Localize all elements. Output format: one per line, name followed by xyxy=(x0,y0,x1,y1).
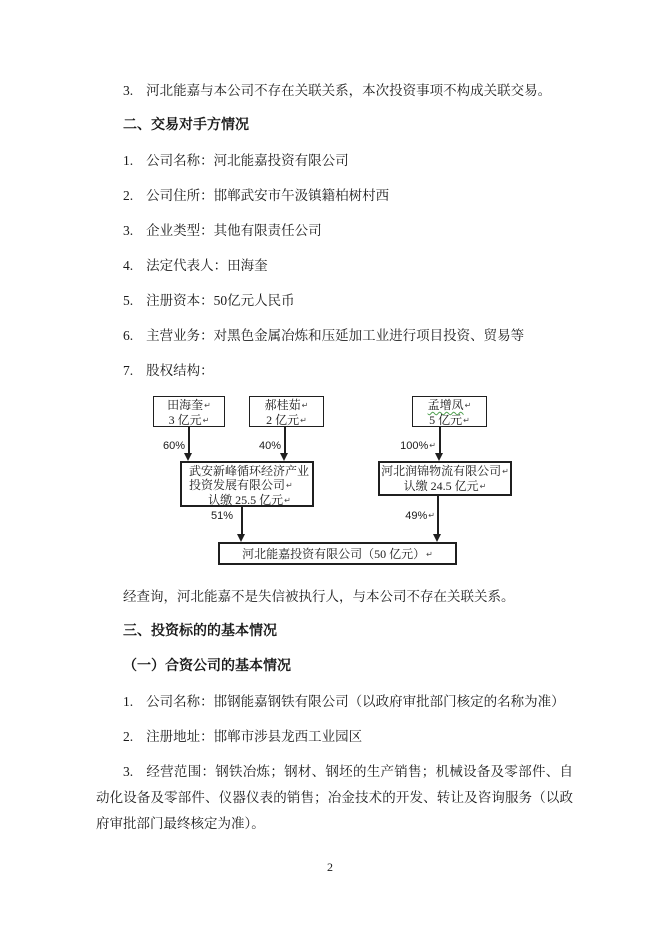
capital-amount: 2 亿元 xyxy=(266,413,300,427)
subscribed-capital: 认缴 24.5 亿元 xyxy=(403,479,479,493)
ownership-percent-label: 40% xyxy=(258,440,281,452)
list-item xyxy=(96,218,573,244)
box-text-line xyxy=(220,546,455,563)
line-break-mark: ↵ xyxy=(502,467,509,476)
box-text-line xyxy=(154,413,224,428)
line-break-mark: ↵ xyxy=(286,481,293,490)
box-text-line xyxy=(413,413,486,428)
list-item xyxy=(96,148,573,174)
line-break-mark: ↵ xyxy=(464,401,472,410)
subscribed-capital: 认缴 25.5 亿元 xyxy=(208,493,284,507)
company-name: 河北润锦物流有限公司 xyxy=(381,464,502,478)
arrowhead-down-icon xyxy=(435,453,443,461)
company-name: 武安新峰循环经济产业 xyxy=(189,464,310,478)
connector-line xyxy=(284,427,286,454)
item-text: 经营范围：钢铁冶炼；钢材、钢坯的生产销售；机械设备及零部件、自动化设备及零部件、仪器仪表的销售；冶金技术的开发、转让及咨询服务（以政府审批部门最终核定为准）。 xyxy=(96,764,573,831)
paragraph-related-party xyxy=(96,78,573,104)
line-break-mark: ↵ xyxy=(300,416,307,425)
company-box-hebei-runjin xyxy=(378,461,512,496)
item-text: 公司名称：邯钢能嘉钢铁有限公司（以政府审批部门核定的名称为准） xyxy=(146,694,565,709)
item-number: 7. xyxy=(123,363,134,378)
item-number: 2. xyxy=(123,188,134,203)
shareholder-name: 孟增凤 xyxy=(427,398,464,412)
item-number: 1. xyxy=(123,153,134,168)
list-item xyxy=(96,689,573,715)
box-text-line xyxy=(189,478,310,493)
line-break-mark: ↵ xyxy=(204,401,211,410)
ownership-percent-label: 51% xyxy=(210,510,233,522)
item-number: 1. xyxy=(123,694,134,709)
arrowhead-down-icon xyxy=(433,534,441,542)
box-text-line xyxy=(380,479,510,494)
item-text: 河北能嘉与本公司不存在关联关系，本次投资事项不构成关联交易。 xyxy=(146,83,552,98)
section2-heading: 二、交易对手方情况 xyxy=(123,118,249,133)
item-number: 3. xyxy=(123,223,134,238)
ownership-percent-label: 60% xyxy=(162,440,185,452)
arrowhead-down-icon xyxy=(184,453,192,461)
box-text-line xyxy=(250,398,323,413)
line-break-mark: ↵ xyxy=(479,482,487,491)
shareholder-name: 郝桂茹 xyxy=(264,398,301,412)
list-item xyxy=(96,358,573,384)
list-item xyxy=(96,288,573,314)
shareholder-name: 田海奎 xyxy=(167,398,204,412)
capital-amount: 5 亿元 xyxy=(429,413,463,427)
section3-heading: 三、投资标的的基本情况 xyxy=(123,624,277,639)
arrowhead-down-icon xyxy=(280,453,288,461)
connector-line xyxy=(439,427,441,454)
box-text-line xyxy=(154,398,224,413)
item-text: 企业类型：其他有限责任公司 xyxy=(146,223,322,238)
line-break-mark: ↵ xyxy=(426,550,433,559)
paragraph-text: 经查询，河北能嘉不是失信被执行人，与本公司不存在关联关系。 xyxy=(123,589,515,604)
item-number: 2. xyxy=(123,729,134,744)
line-break-mark: ↵ xyxy=(284,496,291,505)
item-number: 5. xyxy=(123,293,134,308)
shareholder-box-mengzengfeng xyxy=(412,396,487,427)
list-item xyxy=(96,253,573,279)
item-text: 股权结构： xyxy=(146,363,214,378)
item-text: 公司名称：河北能嘉投资有限公司 xyxy=(146,153,349,168)
item-text: 法定代表人：田海奎 xyxy=(146,258,268,273)
company-name: 投资发展有限公司 xyxy=(189,478,286,492)
item-text: 公司住所：邯郸武安市午汲镇籍柏树村西 xyxy=(146,188,390,203)
list-item xyxy=(96,323,573,349)
company-name: 河北能嘉投资有限公司（50 亿元） xyxy=(242,547,426,561)
item-text: 注册地址：邯郸市涉县龙西工业园区 xyxy=(146,729,363,744)
list-item xyxy=(96,724,573,750)
company-box-hebei-nengjia xyxy=(218,542,457,565)
item-number: 3. xyxy=(123,83,134,98)
item-number: 6. xyxy=(123,328,134,343)
equity-structure-diagram xyxy=(96,393,573,569)
box-text-line xyxy=(413,398,486,413)
shareholder-box-tianhaikui xyxy=(153,396,225,427)
connector-line xyxy=(241,507,243,535)
box-text-line xyxy=(380,464,510,479)
item-number: 4. xyxy=(123,258,134,273)
shareholder-box-haoguiru xyxy=(249,396,324,427)
line-break-mark: ↵ xyxy=(463,416,470,425)
list-item xyxy=(96,183,573,209)
list-item xyxy=(96,759,573,837)
item-number: 3. xyxy=(123,764,134,779)
line-break-mark: ↵ xyxy=(202,416,210,425)
box-text-line xyxy=(250,413,323,428)
arrowhead-down-icon xyxy=(237,534,245,542)
box-text-line xyxy=(189,464,310,478)
box-text-line xyxy=(189,493,310,508)
connector-line xyxy=(437,496,439,535)
item-text: 注册资本：50亿元人民币 xyxy=(146,293,295,308)
capital-amount: 3 亿元 xyxy=(168,413,202,427)
line-break-mark: ↵ xyxy=(428,511,435,520)
company-box-wuan-xinfeng xyxy=(180,461,314,507)
ownership-percent-label: 49%↵ xyxy=(405,510,435,522)
line-break-mark: ↵ xyxy=(429,441,436,450)
paragraph-credit-check xyxy=(96,584,573,610)
page-number: 2 xyxy=(327,860,333,874)
ownership-percent-label: 100%↵ xyxy=(400,440,436,452)
item-text: 主营业务：对黑色金属冶炼和压延加工业进行项目投资、贸易等 xyxy=(146,328,525,343)
connector-line xyxy=(188,427,190,454)
line-break-mark: ↵ xyxy=(301,401,309,410)
section3-sub-heading: （一）合资公司的基本情况 xyxy=(123,659,291,674)
